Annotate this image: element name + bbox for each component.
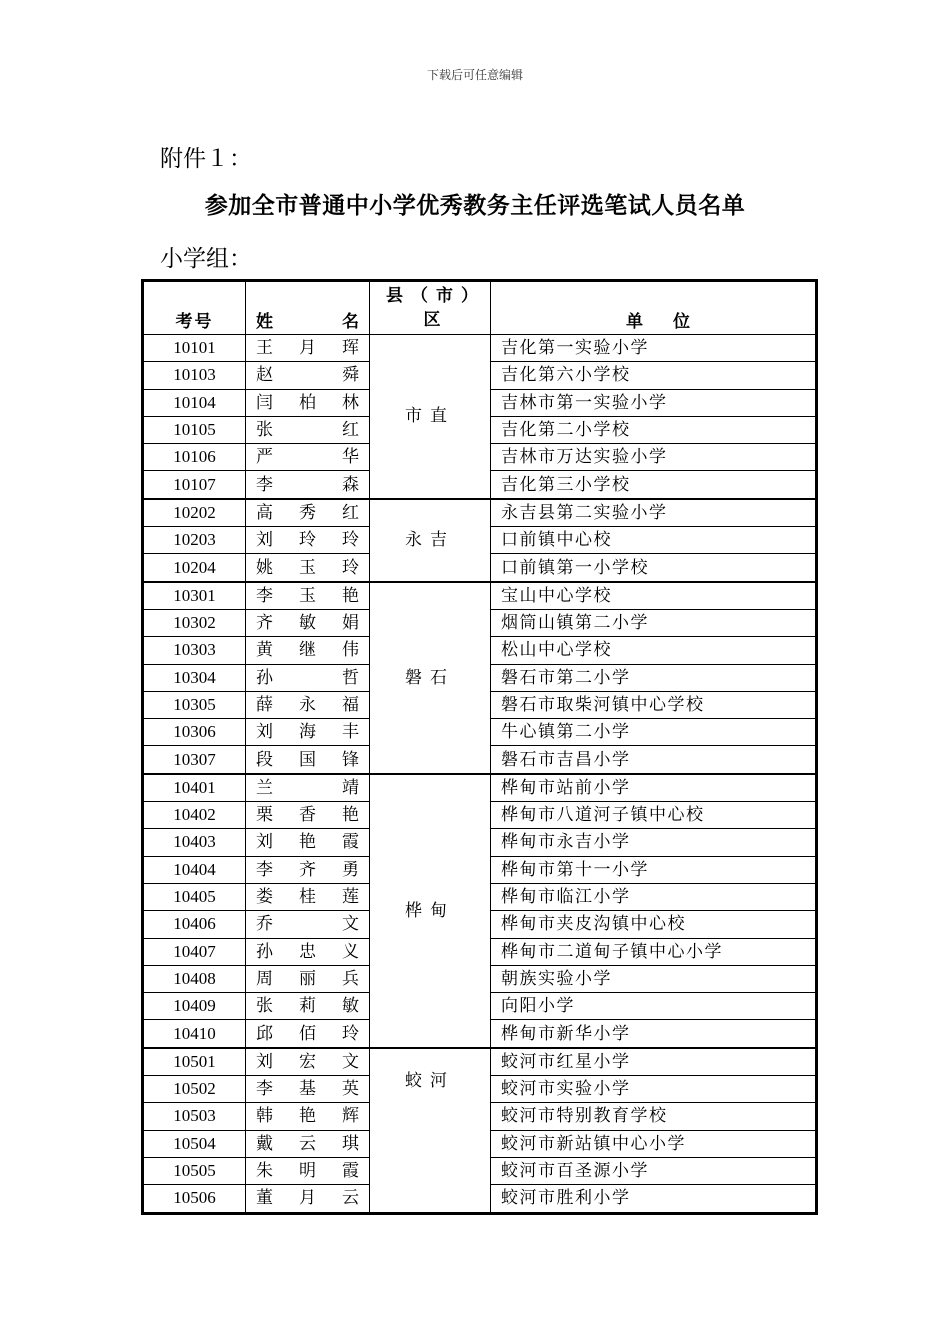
name-cell: [246, 1130, 370, 1157]
name-char: 琪: [342, 1133, 359, 1154]
unit-cell: 宝山中心学校: [491, 582, 816, 610]
name-char: 忠: [299, 941, 316, 962]
name-char: 刘: [256, 1051, 273, 1072]
name-char: 董: [256, 1188, 273, 1209]
unit-cell: 永吉县第二实验小学: [491, 499, 816, 527]
name-cell: [246, 582, 370, 610]
name-char: 王: [256, 338, 273, 359]
exam-id-cell: 10506: [144, 1185, 246, 1212]
name-cell: [246, 883, 370, 910]
name-char: 玉: [299, 585, 316, 606]
unit-cell: 蛟河市特别教育学校: [491, 1103, 816, 1130]
name-cell: [246, 471, 370, 499]
county-cell: 蛟河: [370, 1048, 491, 1212]
unit-cell: 吉化第六小学校: [491, 362, 816, 389]
name-char: 娟: [342, 613, 359, 634]
name-char: 李: [256, 1079, 273, 1100]
exam-id-cell: 10202: [144, 499, 246, 527]
name-char: 严: [256, 447, 273, 468]
name-char: 英: [342, 1079, 359, 1100]
name-cell: [246, 389, 370, 416]
name-cell: [246, 1020, 370, 1048]
unit-cell: 桦甸市第十一小学: [491, 856, 816, 883]
header-name-part: 名: [342, 312, 359, 332]
unit-cell: 蛟河市百圣源小学: [491, 1157, 816, 1184]
exam-id-cell: 10302: [144, 609, 246, 636]
unit-cell: 桦甸市站前小学: [491, 774, 816, 802]
exam-id-cell: 10505: [144, 1157, 246, 1184]
watermark-text: 下载后可任意编辑: [426, 68, 523, 82]
name-char: 齐: [299, 859, 316, 880]
unit-cell: 口前镇第一小学校: [491, 554, 816, 582]
exam-id-cell: 10402: [144, 802, 246, 829]
roster-table: [143, 281, 816, 1213]
name-cell: [246, 527, 370, 554]
name-char: 宏: [299, 1051, 316, 1072]
unit-cell: 朝族实验小学: [491, 965, 816, 992]
name-cell: [246, 664, 370, 691]
table-row: [144, 499, 816, 527]
exam-id-cell: 10101: [144, 335, 246, 362]
name-char: 云: [299, 1133, 316, 1154]
name-char: 森: [342, 474, 359, 495]
header-unit-text: 单位: [626, 312, 720, 332]
name-char: 李: [256, 859, 273, 880]
name-char: 伟: [342, 640, 359, 661]
unit-cell: 牛心镇第二小学: [491, 719, 816, 746]
exam-id-cell: 10407: [144, 938, 246, 965]
header-name: [246, 282, 370, 335]
unit-cell: 烟筒山镇第二小学: [491, 609, 816, 636]
name-cell: [246, 691, 370, 718]
name-char: 玲: [342, 557, 359, 578]
name-char: 兵: [342, 968, 359, 989]
name-char: 国: [299, 749, 316, 770]
name-char: 兰: [256, 777, 273, 798]
name-char: 勇: [342, 859, 359, 880]
name-cell: [246, 829, 370, 856]
name-cell: [246, 335, 370, 362]
name-char: 朱: [256, 1161, 273, 1182]
header-county: [370, 282, 491, 335]
unit-cell: 桦甸市临江小学: [491, 883, 816, 910]
name-char: 张: [256, 996, 273, 1017]
name-char: 刘: [256, 722, 273, 743]
name-char: 义: [342, 941, 359, 962]
name-char: 孙: [256, 941, 273, 962]
name-char: 李: [256, 585, 273, 606]
name-char: 永: [299, 695, 316, 715]
name-cell: [246, 719, 370, 746]
table-body: [144, 335, 816, 1213]
name-char: 艳: [342, 585, 359, 606]
exam-id-cell: 10304: [144, 664, 246, 691]
unit-cell: 口前镇中心校: [491, 527, 816, 554]
group-label: 小学组：: [160, 246, 252, 272]
exam-id-cell: 10504: [144, 1130, 246, 1157]
county-cell: 桦甸: [370, 774, 491, 1048]
exam-id-cell: 10409: [144, 993, 246, 1020]
exam-id-cell: 10204: [144, 554, 246, 582]
name-cell: [246, 1103, 370, 1130]
name-cell: [246, 554, 370, 582]
name-char: 黄: [256, 640, 273, 661]
name-cell: [246, 774, 370, 802]
name-char: 珲: [342, 338, 359, 359]
document-title: 参加全市普通中小学优秀教务主任评选笔试人员名单: [204, 193, 746, 219]
unit-cell: 蛟河市胜利小学: [491, 1185, 816, 1212]
name-cell: [246, 362, 370, 389]
table-row: [144, 335, 816, 362]
name-char: 靖: [342, 777, 359, 798]
name-char: 刘: [256, 832, 273, 853]
unit-cell: 蛟河市实验小学: [491, 1076, 816, 1103]
name-char: 玲: [342, 530, 359, 551]
name-char: 红: [342, 502, 359, 523]
unit-cell: 松山中心学校: [491, 637, 816, 664]
name-char: 齐: [256, 613, 273, 634]
name-cell: [246, 965, 370, 992]
table-row: [144, 1048, 816, 1076]
name-char: 玲: [342, 1023, 359, 1044]
name-char: 香: [299, 805, 316, 826]
name-char: 红: [342, 420, 359, 441]
exam-id-cell: 10306: [144, 719, 246, 746]
name-char: 佰: [299, 1023, 316, 1044]
name-cell: [246, 802, 370, 829]
unit-cell: 吉林市万达实验小学: [491, 444, 816, 471]
name-char: 华: [342, 447, 359, 468]
exam-id-cell: 10408: [144, 965, 246, 992]
name-char: 戴: [256, 1133, 273, 1154]
name-char: 李: [256, 474, 273, 495]
name-char: 玲: [299, 530, 316, 551]
exam-id-cell: 10105: [144, 416, 246, 443]
name-cell: [246, 746, 370, 774]
unit-cell: 磐石市第二小学: [491, 664, 816, 691]
unit-cell: 吉林市第一实验小学: [491, 389, 816, 416]
exam-id-cell: 10103: [144, 362, 246, 389]
exam-id-cell: 10301: [144, 582, 246, 610]
header-county-line: 县（市）: [386, 286, 486, 306]
name-char: 锋: [342, 749, 359, 770]
name-cell: [246, 444, 370, 471]
unit-cell: 蛟河市红星小学: [491, 1048, 816, 1076]
table-header-row: [144, 282, 816, 335]
name-char: 林: [342, 392, 359, 413]
unit-cell: 吉化第一实验小学: [491, 335, 816, 362]
exam-id-cell: 10401: [144, 774, 246, 802]
name-cell: [246, 1157, 370, 1184]
name-char: 闫: [256, 392, 273, 413]
unit-cell: 蛟河市新站镇中心小学: [491, 1130, 816, 1157]
name-char: 邱: [256, 1023, 273, 1044]
name-char: 艳: [299, 832, 316, 853]
name-char: 薛: [256, 695, 273, 715]
exam-id-cell: 10406: [144, 911, 246, 938]
name-char: 段: [256, 749, 273, 770]
name-cell: [246, 1076, 370, 1103]
name-char: 柏: [299, 392, 316, 413]
unit-cell: 桦甸市夹皮沟镇中心校: [491, 911, 816, 938]
header-name-part: 姓: [256, 312, 273, 332]
unit-cell: 磐石市吉昌小学: [491, 746, 816, 774]
name-char: 秀: [299, 502, 316, 523]
name-char: 桂: [299, 887, 316, 908]
name-char: 海: [299, 722, 316, 743]
name-cell: [246, 637, 370, 664]
name-char: 艳: [342, 805, 359, 826]
name-char: 孙: [256, 667, 273, 688]
name-cell: [246, 416, 370, 443]
name-cell: [246, 609, 370, 636]
exam-id-cell: 10307: [144, 746, 246, 774]
name-cell: [246, 1185, 370, 1212]
unit-cell: 磐石市取柴河镇中心学校: [491, 691, 816, 718]
exam-id-cell: 10403: [144, 829, 246, 856]
name-char: 文: [342, 1051, 359, 1072]
name-char: 娄: [256, 887, 273, 908]
name-char: 辉: [342, 1106, 359, 1127]
name-char: 玉: [299, 557, 316, 578]
name-char: 姚: [256, 557, 273, 578]
name-char: 基: [299, 1079, 316, 1100]
name-cell: [246, 856, 370, 883]
unit-cell: 向阳小学: [491, 993, 816, 1020]
name-char: 霞: [342, 1161, 359, 1182]
attachment-label: 附件１：: [160, 146, 252, 172]
header-id: 考号: [144, 282, 246, 335]
name-char: 赵: [256, 365, 273, 386]
county-cell: 磐石: [370, 582, 491, 774]
table-row: [144, 774, 816, 802]
exam-id-cell: 10203: [144, 527, 246, 554]
name-char: 周: [256, 968, 273, 989]
exam-id-cell: 10106: [144, 444, 246, 471]
name-cell: [246, 993, 370, 1020]
name-char: 霞: [342, 832, 359, 853]
name-char: 高: [256, 502, 273, 523]
unit-cell: 吉化第二小学校: [491, 416, 816, 443]
exam-id-cell: 10107: [144, 471, 246, 499]
exam-id-cell: 10305: [144, 691, 246, 718]
unit-cell: 桦甸市永吉小学: [491, 829, 816, 856]
name-char: 月: [299, 338, 316, 359]
name-char: 韩: [256, 1106, 273, 1127]
unit-cell: 桦甸市八道河子镇中心校: [491, 802, 816, 829]
name-char: 刘: [256, 530, 273, 551]
name-char: 敏: [342, 996, 359, 1017]
exam-id-cell: 10503: [144, 1103, 246, 1130]
name-char: 栗: [256, 805, 273, 826]
header-county-line: 区: [423, 310, 449, 330]
name-char: 继: [299, 640, 316, 661]
name-cell: [246, 499, 370, 527]
name-char: 丰: [342, 722, 359, 743]
name-char: 莲: [342, 887, 359, 908]
exam-id-cell: 10405: [144, 883, 246, 910]
header-unit: [491, 282, 816, 335]
name-char: 丽: [299, 968, 316, 989]
name-char: 明: [299, 1161, 316, 1182]
name-cell: [246, 1048, 370, 1076]
unit-cell: 桦甸市二道甸子镇中心小学: [491, 938, 816, 965]
exam-id-cell: 10404: [144, 856, 246, 883]
name-cell: [246, 938, 370, 965]
name-char: 莉: [299, 996, 316, 1017]
name-char: 云: [342, 1188, 359, 1209]
table-row: [144, 582, 816, 610]
exam-id-cell: 10502: [144, 1076, 246, 1103]
name-char: 乔: [256, 914, 273, 935]
exam-id-cell: 10501: [144, 1048, 246, 1076]
unit-cell: 吉化第三小学校: [491, 471, 816, 499]
exam-id-cell: 10410: [144, 1020, 246, 1048]
roster-table-frame: [141, 279, 818, 1215]
exam-id-cell: 10104: [144, 389, 246, 416]
name-char: 艳: [299, 1106, 316, 1127]
unit-cell: 桦甸市新华小学: [491, 1020, 816, 1048]
name-char: 月: [299, 1188, 316, 1209]
county-cell: 市直: [370, 335, 491, 499]
name-char: 文: [342, 914, 359, 935]
name-char: 哲: [342, 667, 359, 688]
exam-id-cell: 10303: [144, 637, 246, 664]
name-char: 张: [256, 420, 273, 441]
name-cell: [246, 911, 370, 938]
name-char: 福: [342, 695, 359, 715]
name-char: 舜: [342, 365, 359, 386]
county-cell: 永吉: [370, 499, 491, 582]
name-char: 敏: [299, 613, 316, 634]
